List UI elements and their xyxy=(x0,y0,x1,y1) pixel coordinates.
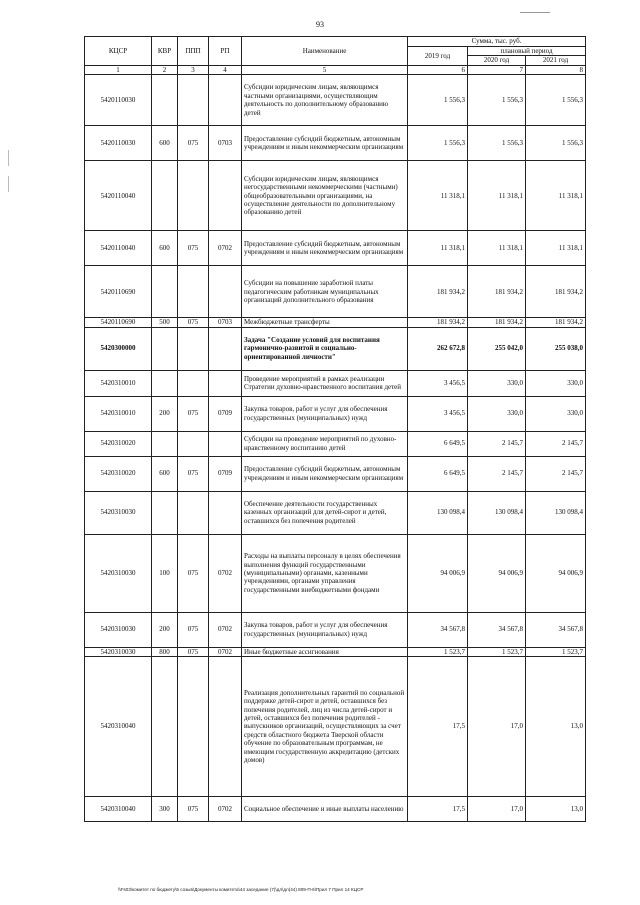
row-kvr: 100 xyxy=(152,534,178,612)
table-row xyxy=(85,318,586,327)
row-rp xyxy=(209,161,242,231)
row-kvr xyxy=(152,491,178,534)
header-planned-period: плановый период xyxy=(468,47,586,56)
row-ppp: 075 xyxy=(178,396,209,431)
row-value-2019: 262 672,8 xyxy=(408,327,468,370)
row-name: Социальное обеспечение и иные выплаты населению xyxy=(242,797,408,822)
row-ppp: 075 xyxy=(178,647,209,656)
row-ppp xyxy=(178,431,209,456)
row-ppp xyxy=(178,75,209,126)
row-kcsr: 5420310030 xyxy=(85,612,152,647)
table-row xyxy=(85,266,586,318)
header-sum: Сумма, тыс. руб. xyxy=(408,37,586,47)
row-name: Субсидии на повышение заработной платы педагогическим работникам муниципальных организаций дополнительного образования xyxy=(242,266,408,318)
row-value-2021: 11 318,1 xyxy=(526,161,586,231)
row-kvr: 600 xyxy=(152,126,178,161)
row-value-2021: 1 523,7 xyxy=(526,647,586,656)
row-rp: 0702 xyxy=(209,647,242,656)
row-kcsr: 5420310030 xyxy=(85,534,152,612)
header-kvr: КВР xyxy=(152,37,178,66)
row-value-2019: 3 456,5 xyxy=(408,396,468,431)
row-kvr: 600 xyxy=(152,456,178,491)
table-row xyxy=(85,456,586,491)
row-kcsr: 5420110040 xyxy=(85,161,152,231)
row-rp: 0703 xyxy=(209,318,242,327)
row-name: Предоставление субсидий бюджетным, автономным учреждениям и иным некоммерческим организациям xyxy=(242,231,408,266)
row-kcsr: 5420110690 xyxy=(85,318,152,327)
row-value-2020: 1 556,3 xyxy=(468,126,526,161)
scan-mark-top-right xyxy=(520,12,550,13)
row-kvr: 500 xyxy=(152,318,178,327)
row-kvr: 800 xyxy=(152,647,178,656)
row-rp: 0702 xyxy=(209,534,242,612)
header-name: Наименование xyxy=(242,37,408,66)
row-value-2019: 17,5 xyxy=(408,797,468,822)
row-kvr xyxy=(152,161,178,231)
header-2021: 2021 год xyxy=(526,56,586,65)
row-rp: 0702 xyxy=(209,797,242,822)
row-value-2021: 255 038,0 xyxy=(526,327,586,370)
row-kcsr: 5420310040 xyxy=(85,657,152,797)
row-value-2020: 1 523,7 xyxy=(468,647,526,656)
table-row xyxy=(85,396,586,431)
row-rp: 0709 xyxy=(209,396,242,431)
row-value-2021: 181 934,2 xyxy=(526,266,586,318)
row-kvr: 200 xyxy=(152,396,178,431)
table-row xyxy=(85,327,586,370)
row-name: Предоставление субсидий бюджетным, автономным учреждениям и иным некоммерческим организациям xyxy=(242,126,408,161)
row-name: Иные бюджетные ассигнования xyxy=(242,647,408,656)
row-name: Закупка товаров, работ и услуг для обеспечения государственных (муниципальных) нужд xyxy=(242,612,408,647)
table-row xyxy=(85,431,586,456)
row-value-2019: 1 556,3 xyxy=(408,126,468,161)
table-row xyxy=(85,75,586,126)
column-number: 6 xyxy=(408,65,468,74)
page-number: 93 xyxy=(316,20,324,29)
row-ppp: 075 xyxy=(178,126,209,161)
row-name: Субсидии юридическим лицам, являющимся частными организациями, осуществляющим деятельность по дополнительному образованию детей xyxy=(242,75,408,126)
row-value-2020: 94 006,9 xyxy=(468,534,526,612)
row-ppp: 075 xyxy=(178,534,209,612)
row-value-2019: 17,5 xyxy=(408,657,468,797)
row-kcsr: 5420110040 xyxy=(85,231,152,266)
row-value-2021: 181 934,2 xyxy=(526,318,586,327)
row-value-2020: 1 556,3 xyxy=(468,75,526,126)
row-name: Закупка товаров, работ и услуг для обеспечения государственных (муниципальных) нужд xyxy=(242,396,408,431)
row-value-2019: 1 523,7 xyxy=(408,647,468,656)
row-value-2019: 3 456,5 xyxy=(408,370,468,396)
row-kcsr: 5420310040 xyxy=(85,797,152,822)
row-value-2020: 34 567,8 xyxy=(468,612,526,647)
row-value-2021: 11 318,1 xyxy=(526,231,586,266)
footer-file-path: \\Fs03\комитет по бюджету\5 созыв\Документы комитета\44 заседание (7)\дл\дл(44) 809-П-6\Прил 7 Прил 14 КЦСР xyxy=(118,887,364,892)
row-value-2021: 94 006,9 xyxy=(526,534,586,612)
row-kcsr: 5420310010 xyxy=(85,370,152,396)
row-rp xyxy=(209,491,242,534)
table-row xyxy=(85,161,586,231)
row-value-2020: 11 318,1 xyxy=(468,231,526,266)
row-ppp xyxy=(178,327,209,370)
row-value-2021: 13,0 xyxy=(526,657,586,797)
row-value-2021: 1 556,3 xyxy=(526,126,586,161)
column-number: 7 xyxy=(468,65,526,74)
row-rp xyxy=(209,327,242,370)
row-kcsr: 5420110690 xyxy=(85,266,152,318)
column-number: 5 xyxy=(242,65,408,74)
row-kcsr: 5420110030 xyxy=(85,75,152,126)
row-rp: 0703 xyxy=(209,126,242,161)
row-rp xyxy=(209,266,242,318)
row-value-2021: 330,0 xyxy=(526,370,586,396)
row-value-2021: 34 567,8 xyxy=(526,612,586,647)
budget-table xyxy=(84,36,586,822)
row-value-2019: 34 567,8 xyxy=(408,612,468,647)
row-value-2020: 17,0 xyxy=(468,657,526,797)
header-2020: 2020 год xyxy=(468,56,526,65)
row-value-2020: 181 934,2 xyxy=(468,266,526,318)
row-kvr xyxy=(152,327,178,370)
table-row xyxy=(85,612,586,647)
row-kvr xyxy=(152,657,178,797)
row-value-2021: 13,0 xyxy=(526,797,586,822)
table-header xyxy=(85,37,586,75)
row-rp: 0702 xyxy=(209,231,242,266)
row-value-2020: 330,0 xyxy=(468,370,526,396)
row-kvr xyxy=(152,431,178,456)
header-kcsr: КЦСР xyxy=(85,37,152,66)
row-value-2021: 1 556,3 xyxy=(526,75,586,126)
row-kvr xyxy=(152,266,178,318)
table-row xyxy=(85,370,586,396)
column-number: 8 xyxy=(526,65,586,74)
row-value-2021: 330,0 xyxy=(526,396,586,431)
table-row xyxy=(85,797,586,822)
row-value-2019: 6 649,5 xyxy=(408,456,468,491)
row-rp xyxy=(209,657,242,797)
row-kvr: 300 xyxy=(152,797,178,822)
row-kvr: 200 xyxy=(152,612,178,647)
row-kcsr: 5420310020 xyxy=(85,456,152,491)
row-ppp xyxy=(178,370,209,396)
row-ppp xyxy=(178,657,209,797)
row-value-2019: 11 318,1 xyxy=(408,161,468,231)
row-value-2020: 255 042,0 xyxy=(468,327,526,370)
row-kcsr: 5420310030 xyxy=(85,647,152,656)
row-kvr: 600 xyxy=(152,231,178,266)
header-rp: РП xyxy=(209,37,242,66)
row-value-2020: 181 934,2 xyxy=(468,318,526,327)
row-name: Расходы на выплаты персоналу в целях обеспечения выполнения функций государственными (муниципальными) органами, казенными учреждениями, органами управления государственными внебюджетными фондами xyxy=(242,534,408,612)
header-ppp: ППП xyxy=(178,37,209,66)
table-row xyxy=(85,126,586,161)
column-number: 4 xyxy=(209,65,242,74)
row-value-2019: 11 318,1 xyxy=(408,231,468,266)
row-kcsr: 5420310030 xyxy=(85,491,152,534)
row-rp xyxy=(209,370,242,396)
row-value-2020: 17,0 xyxy=(468,797,526,822)
table-row xyxy=(85,647,586,656)
row-value-2019: 181 934,2 xyxy=(408,266,468,318)
table-body xyxy=(85,75,586,822)
row-rp xyxy=(209,75,242,126)
column-number: 3 xyxy=(178,65,209,74)
column-number: 2 xyxy=(152,65,178,74)
row-name: Обеспечение деятельности государственных казенных организаций для детей-сирот и детей, оставшихся без попечения родителей xyxy=(242,491,408,534)
row-name: Предоставление субсидий бюджетным, автономным учреждениям и иным некоммерческим организациям xyxy=(242,456,408,491)
row-ppp xyxy=(178,161,209,231)
row-ppp: 075 xyxy=(178,797,209,822)
row-value-2020: 11 318,1 xyxy=(468,161,526,231)
row-kvr xyxy=(152,75,178,126)
row-kcsr: 5420310020 xyxy=(85,431,152,456)
row-name: Задача "Создание условий для воспитания гармонично-развитой и социально-ориентированной личности" xyxy=(242,327,408,370)
row-value-2020: 330,0 xyxy=(468,396,526,431)
row-value-2019: 94 006,9 xyxy=(408,534,468,612)
row-value-2020: 2 145,7 xyxy=(468,431,526,456)
row-kcsr: 5420300000 xyxy=(85,327,152,370)
row-rp: 0709 xyxy=(209,456,242,491)
column-number-row xyxy=(85,65,586,74)
row-name: Проведение мероприятий в рамках реализации Стратегии духовно-нравственного воспитания детей xyxy=(242,370,408,396)
table-row xyxy=(85,491,586,534)
row-rp xyxy=(209,431,242,456)
table-row xyxy=(85,657,586,797)
row-name: Реализация дополнительных гарантий по социальной поддержке детей-сирот и детей, оставшихся без попечения родителей, лиц из числа детей-сирот и детей, оставшихся без попечения родителей - выпускников организаций, осуществляющих за счет средств областного бюджета Тверской области обучение по образовательным программам, не имеющим государственную аккредитацию (детских домов) xyxy=(242,657,408,797)
row-value-2019: 181 934,2 xyxy=(408,318,468,327)
row-value-2021: 2 145,7 xyxy=(526,431,586,456)
table-row xyxy=(85,231,586,266)
row-ppp xyxy=(178,266,209,318)
scan-mark-left xyxy=(8,150,9,166)
row-value-2021: 130 098,4 xyxy=(526,491,586,534)
column-number: 1 xyxy=(85,65,152,74)
row-value-2021: 2 145,7 xyxy=(526,456,586,491)
row-ppp: 075 xyxy=(178,456,209,491)
row-ppp: 075 xyxy=(178,231,209,266)
row-ppp xyxy=(178,491,209,534)
row-kvr xyxy=(152,370,178,396)
row-name: Субсидии юридическим лицам, являющимся негосударственными некоммерческими (частными) общеобразовательными организациями, на осуществление деятельности по дополнительному образованию детей xyxy=(242,161,408,231)
scan-mark-left xyxy=(8,176,9,192)
row-kcsr: 5420310010 xyxy=(85,396,152,431)
row-value-2019: 6 649,5 xyxy=(408,431,468,456)
row-value-2019: 130 098,4 xyxy=(408,491,468,534)
row-rp: 0702 xyxy=(209,612,242,647)
table-row xyxy=(85,534,586,612)
row-value-2019: 1 556,3 xyxy=(408,75,468,126)
row-name: Межбюджетные трансферты xyxy=(242,318,408,327)
row-ppp: 075 xyxy=(178,318,209,327)
row-name: Субсидии на проведение мероприятий по духовно-нравственному воспитанию детей xyxy=(242,431,408,456)
row-value-2020: 2 145,7 xyxy=(468,456,526,491)
row-ppp: 075 xyxy=(178,612,209,647)
header-2019: 2019 год xyxy=(408,47,468,66)
row-kcsr: 5420110030 xyxy=(85,126,152,161)
row-value-2020: 130 098,4 xyxy=(468,491,526,534)
